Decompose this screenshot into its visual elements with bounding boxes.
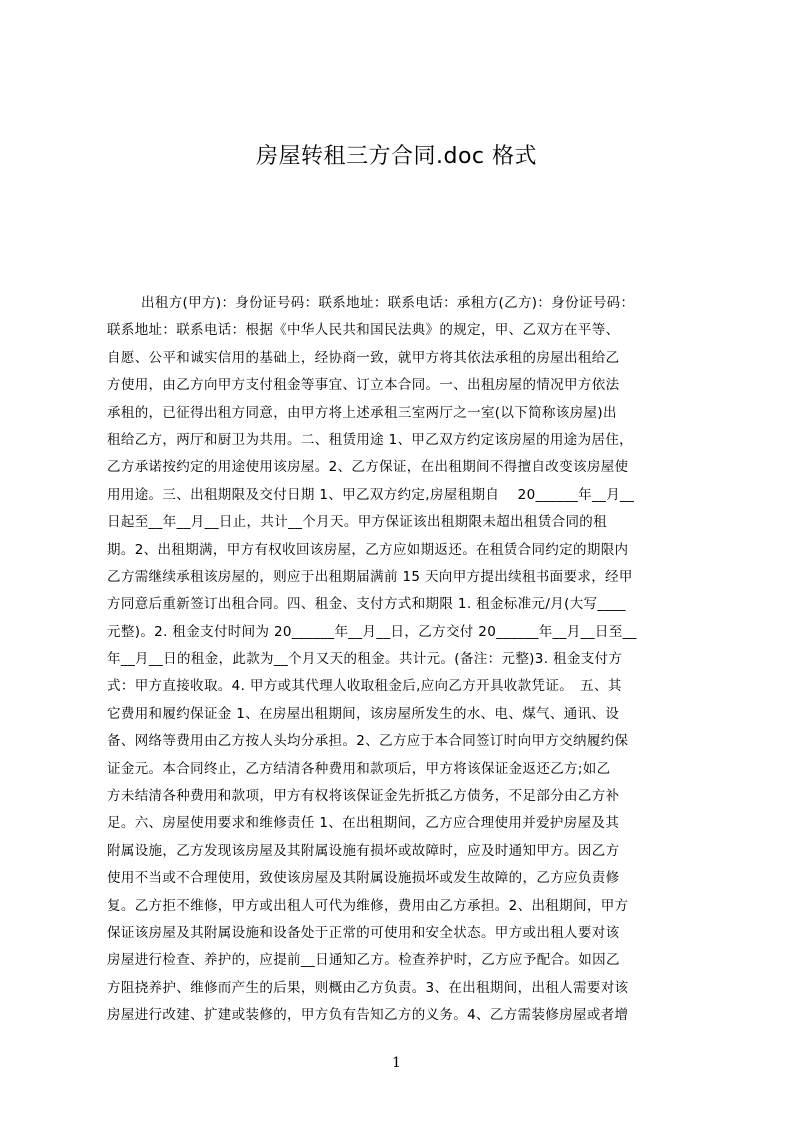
body-line: 式：甲方直接收取。4. 甲方或其代理人收取租金后,应向乙方开具收款凭证。 五、其 — [107, 678, 622, 695]
body-line: 日起至__年__月__日止，共计__个月天。甲方保证该出租期限未超出租赁合同的租 — [107, 514, 607, 531]
body-line: 乙方需继续承租该房屋的，则应于出租期届满前 15 天向甲方提出续租书面要求，经甲 — [107, 568, 633, 585]
document-body — [107, 290, 697, 1030]
body-line: 出租方(甲方)：身份证号码：联系地址：联系电话：承租方(乙方)：身份证号码： — [141, 295, 635, 311]
body-line: 元整)。2. 租金支付时间为 20______年__月__日，乙方交付 20______年__月__日至__ — [107, 623, 637, 640]
body-line: 承租的，已征得出租方同意，由甲方将上述承租三室两厅之一室(以下简称该房屋)出 — [107, 404, 617, 421]
body-line: 方同意后重新签订出租合同。四、租金、支付方式和期限 1. 租金标准元/月(大写____ — [107, 596, 626, 613]
body-line: 保证该房屋及其附属设施和设备处于正常的可使用和安全状态。甲方或出租人要对该 — [107, 924, 620, 941]
body-line: 租给乙方，两厅和厨卫为共用。二、租赁用途 1、甲乙双方约定该房屋的用途为居住， — [107, 431, 634, 448]
body-line: 足。六、房屋使用要求和维修责任 1、在出租期间，乙方应合理使用并爱护房屋及其 — [107, 815, 620, 832]
body-line: 联系地址：联系电话：根据《中华人民共和国民法典》的规定，甲、乙双方在平等、 — [107, 322, 620, 339]
body-line: 方使用，由乙方向甲方支付租金等事宜、订立本合同。一、出租房屋的情况甲方依法 — [107, 377, 620, 394]
body-line: 自愿、公平和诚实信用的基础上，经协商一致，就甲方将其依法承租的房屋出租给乙 — [107, 349, 620, 366]
body-line: 复。乙方拒不维修，甲方或出租人可代为维修，费用由乙方承担。2、出租期间，甲方 — [107, 897, 629, 914]
body-line: 方未结清各种费用和款项，甲方有权将该保证金先折抵乙方债务，不足部分由乙方补 — [107, 788, 620, 805]
body-line: 房屋进行检查、养护的，应提前__日通知乙方。检查养护时，乙方应予配合。如因乙 — [107, 952, 620, 969]
body-line: 期。2、出租期满，甲方有权收回该房屋，乙方应如期返还。在租赁合同约定的期限内 — [107, 541, 629, 558]
body-line: 方阻挠养护、维修而产生的后果，则概由乙方负责。3、在出租期间，出租人需要对该 — [107, 979, 629, 996]
body-line: 附属设施，乙方发现该房屋及其附属设施有损坏或故障时，应及时通知甲方。因乙方 — [107, 842, 620, 859]
body-line: 年__月__日的租金，此款为__个月又天的租金。共计元。(备注：元整)3. 租金支付方 — [107, 651, 623, 668]
body-line: 乙方承诺按约定的用途使用该房屋。2、乙方保证，在出租期间不得擅自改变该房屋使 — [107, 459, 629, 476]
body-line: 证金元。本合同终止，乙方结清各种费用和款项后，甲方将该保证金返还乙方;如乙 — [107, 760, 611, 777]
body-line: 备、网络等费用由乙方按人头均分承担。2、乙方应于本合同签订时向甲方交纳履约保 — [107, 733, 629, 750]
document-title: 房屋转租三方合同.doc 格式 — [255, 144, 537, 169]
body-line: 用用途。三、出租期限及交付日期 1、甲乙双方约定,房屋租期自 20______年__月__ — [107, 486, 635, 503]
page-number: 1 — [392, 1055, 401, 1071]
body-line: 房屋进行改建、扩建或装修的，甲方负有告知乙方的义务。4、乙方需装修房屋或者增 — [107, 1007, 629, 1024]
body-line: 它费用和履约保证金 1、在房屋出租期间，该房屋所发生的水、电、煤气、通讯、设 — [107, 705, 620, 722]
body-line: 使用不当或不合理使用，致使该房屋及其附属设施损坏或发生故障的，乙方应负责修 — [107, 870, 620, 887]
